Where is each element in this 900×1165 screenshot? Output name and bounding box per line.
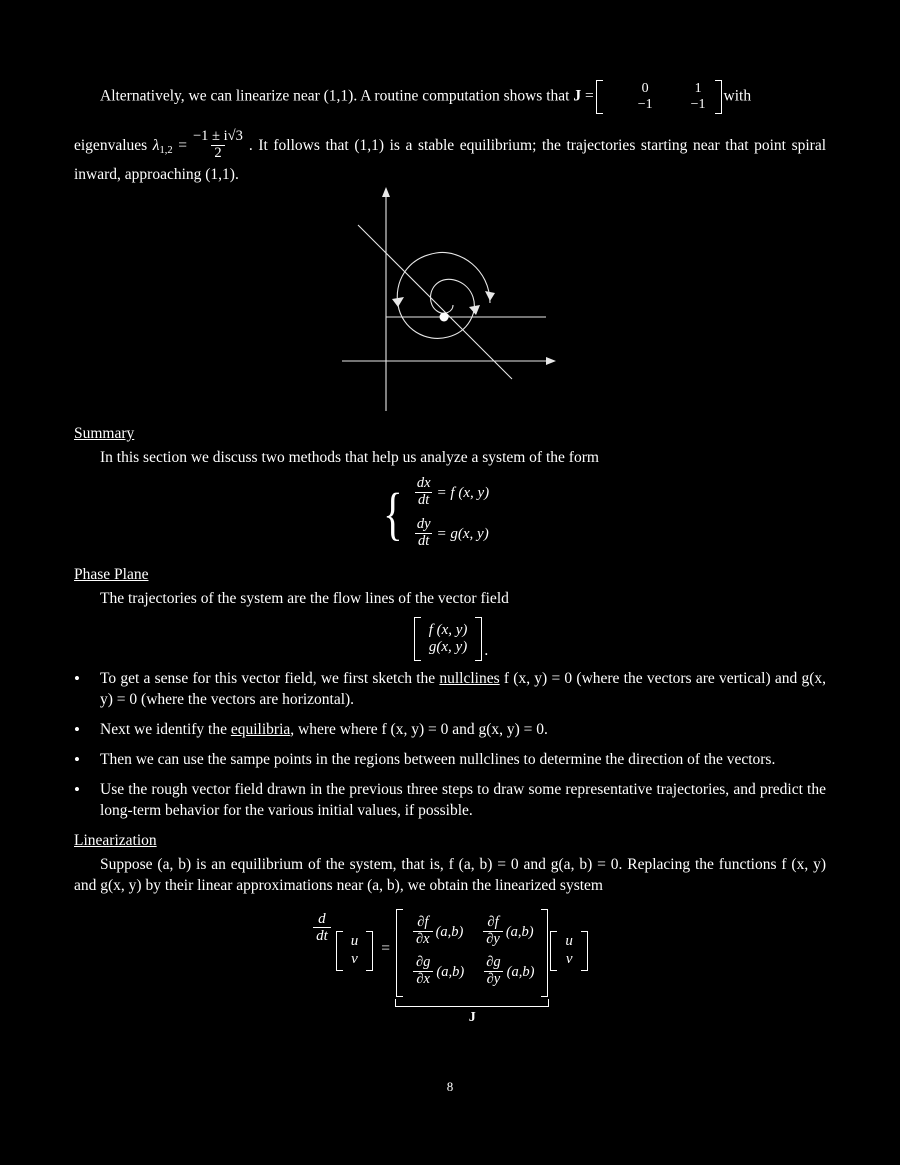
df-numerator: ∂f: [417, 914, 429, 931]
document-lower: [74, 424, 826, 1028]
uv2-cells: [557, 932, 581, 969]
dg-dy-arg: (a,b): [506, 963, 535, 980]
matrix-cell-00: 0: [641, 81, 649, 96]
equilibrium-point: [440, 313, 449, 322]
matrix-cell-11: −1: [690, 97, 706, 113]
dt-denominator-3: dt: [313, 927, 331, 945]
dt-denominator-2: dt: [415, 533, 432, 550]
heading-phase-plane: Phase Plane: [74, 565, 149, 583]
jacobian-cell-01: [480, 916, 534, 949]
bullet-3-pre: Then we can use the sampe points in the regions between nullclines to determine the direction of the vectors.: [100, 751, 776, 769]
paragraph1-lead: Alternatively, we can linearize near (1,1). A routine computation shows that: [100, 87, 570, 105]
linearized-system-display: [74, 909, 826, 1028]
fraction-denominator: 2: [211, 145, 224, 162]
jac-bracket-left: [396, 909, 403, 997]
lin-equals: =: [381, 939, 390, 957]
df-numerator-2: ∂f: [487, 914, 499, 931]
jacobian-matrix-inner: [396, 909, 548, 997]
jacobian-cell-10: [410, 956, 464, 989]
paragraph2-lead: eigenvalues: [74, 137, 148, 155]
eigenvalue-fraction: [190, 129, 246, 162]
phase-portrait-figure: [340, 183, 560, 411]
dg-numerator-2: ∂g: [486, 954, 501, 971]
vector-field-matrix: [414, 617, 483, 661]
list-item: [100, 780, 826, 822]
uv-bracket-left: [336, 931, 343, 971]
bullet-2-underlined: equilibria: [230, 721, 291, 739]
dy-denominator: ∂y: [483, 931, 503, 948]
jacobian-cell-00: [410, 916, 464, 949]
section-linearization: [74, 831, 826, 1028]
linearization-intro: Suppose (a, b) is an equilibrium of the system, that is, f (a, b) = 0 and g(a, b) = 0. Replacing the functions f (x, y) and g(x, y) by their linear approximations near (a, b), we obtain the linearized system: [74, 855, 826, 894]
spiral-arrow-1: [485, 291, 495, 301]
vector-field-f: f (x, y): [428, 622, 468, 639]
jacobian-underbrace: [395, 999, 549, 1007]
paragraph-linearize: [74, 80, 826, 114]
lambda-subscript: 1,2: [159, 145, 173, 157]
jacobian-matrix: [596, 80, 722, 114]
uv-vector-left: [336, 931, 374, 971]
dg-dx-arg: (a,b): [436, 963, 465, 980]
uv-vector-right: [550, 931, 588, 971]
jacobian-grid: [403, 912, 541, 993]
bullet-2-post: , where where f (x, y) = 0 and g(x, y) = 0.: [290, 721, 548, 739]
df-dx-arg: (a,b): [435, 924, 464, 941]
uv-v: v: [351, 950, 358, 967]
section-phase-plane: [74, 565, 826, 822]
phase-plane-steps: [74, 669, 826, 822]
df-dy-fraction: [483, 915, 503, 948]
bullet-1-pre: To get a sense for this vector field, we first sketch the: [100, 670, 440, 688]
axis-horizontal-arrow: [546, 357, 556, 365]
vector-field-g: g(x, y): [428, 639, 468, 656]
bracket-left: [596, 80, 603, 114]
dy-numerator: dy: [416, 515, 431, 532]
list-item: [100, 750, 826, 771]
bullet-2-pre: Next we identify the: [100, 721, 231, 739]
uv2-bracket-right: [581, 931, 588, 971]
bracket-right: [715, 80, 722, 114]
jacobian-symbol: J: [573, 87, 582, 105]
paragraph1-trailing: with: [723, 87, 752, 105]
system-row-1: [411, 474, 490, 510]
system-rows: [407, 474, 493, 551]
matrix-cell-10: −1: [637, 97, 653, 113]
d-numerator: d: [318, 910, 326, 927]
system-row-2: [411, 515, 489, 551]
system-of-equations: [379, 474, 521, 551]
equals-sign-2: =: [178, 137, 187, 155]
vector-field-period: .: [484, 641, 489, 659]
jacobian-label: J: [468, 1009, 476, 1025]
df-dy-arg: (a,b): [505, 924, 534, 941]
nullcline-diagonal: [358, 225, 512, 379]
fraction-numerator: −1 ± i√3: [193, 128, 243, 145]
spiral-arrow-2: [392, 297, 404, 307]
dx-numerator: dx: [416, 474, 431, 491]
vec-bracket-right: [475, 617, 482, 661]
phase-plane-intro: The trajectories of the system are the flow lines of the vector field: [100, 589, 509, 607]
paragraph-eigenvalues: [74, 130, 826, 186]
equals-sign: =: [584, 87, 594, 105]
spiral-arrow-3: [469, 305, 480, 315]
jac-bracket-right: [541, 909, 548, 997]
uv2-u: u: [565, 933, 573, 950]
bullet-1-underlined: nullclines: [439, 670, 500, 688]
page-number: 8: [446, 1079, 454, 1094]
document-body: [74, 80, 826, 188]
jacobian-cell-11: [480, 956, 534, 989]
system-row-1-rhs: = f (x, y): [436, 485, 490, 502]
dg-numerator: ∂g: [415, 954, 431, 971]
dx-denominator: ∂x: [413, 931, 433, 948]
heading-summary: Summary: [74, 425, 135, 442]
uv-bracket-right: [366, 931, 373, 971]
bullet-1-post: f (x, y) = 0 (where the vectors are vertical) and g(x, y) = 0 (where the vectors are horizontal).: [100, 670, 826, 709]
uv2-v: v: [565, 950, 573, 967]
list-item: [100, 669, 826, 711]
matrix-cell-01: 1: [694, 81, 702, 96]
dg-dy-fraction: [483, 955, 503, 988]
dy-denominator-2: ∂y: [484, 971, 504, 988]
dx-dt-fraction: [414, 476, 434, 509]
bullet-4-pre: Use the rough vector field drawn in the previous three steps to draw some representative trajectories, and predict the long-term behavior for the various initial values, if possible.: [100, 781, 826, 820]
list-item: [100, 720, 826, 741]
vec-bracket-left: [414, 617, 421, 661]
heading-linearization: Linearization: [74, 831, 157, 849]
dy-dt-fraction: [414, 517, 434, 550]
uv-cells: [343, 932, 367, 969]
system-display: [74, 474, 826, 551]
df-dx-fraction: [413, 915, 433, 948]
paragraph2-trailing: . It follows that (1,1) is a stable equilibrium; the trajectories starting near that point spiral inward, approaching (1,1).: [74, 137, 827, 184]
phase-portrait-svg: [340, 183, 560, 411]
d-dt-fraction: [313, 911, 331, 945]
axis-vertical-arrow: [382, 187, 390, 197]
uv2-bracket-left: [550, 931, 557, 971]
vector-field-cells: [421, 621, 476, 658]
summary-intro: In this section we discuss two methods that help us analyze a system of the form: [100, 448, 599, 466]
jacobian-block: [396, 909, 548, 1028]
matrix-cells: [603, 80, 715, 114]
spiral-trajectory: [397, 252, 490, 338]
lambda-symbol: λ: [152, 137, 160, 155]
dx-denominator-2: ∂x: [413, 971, 433, 988]
dg-dx-fraction: [413, 955, 433, 988]
left-brace: {: [383, 481, 403, 547]
system-row-2-rhs: = g(x, y): [436, 526, 489, 543]
uv-u: u: [350, 933, 359, 950]
vector-field-display: [74, 617, 826, 661]
dt-denominator: dt: [415, 492, 432, 509]
